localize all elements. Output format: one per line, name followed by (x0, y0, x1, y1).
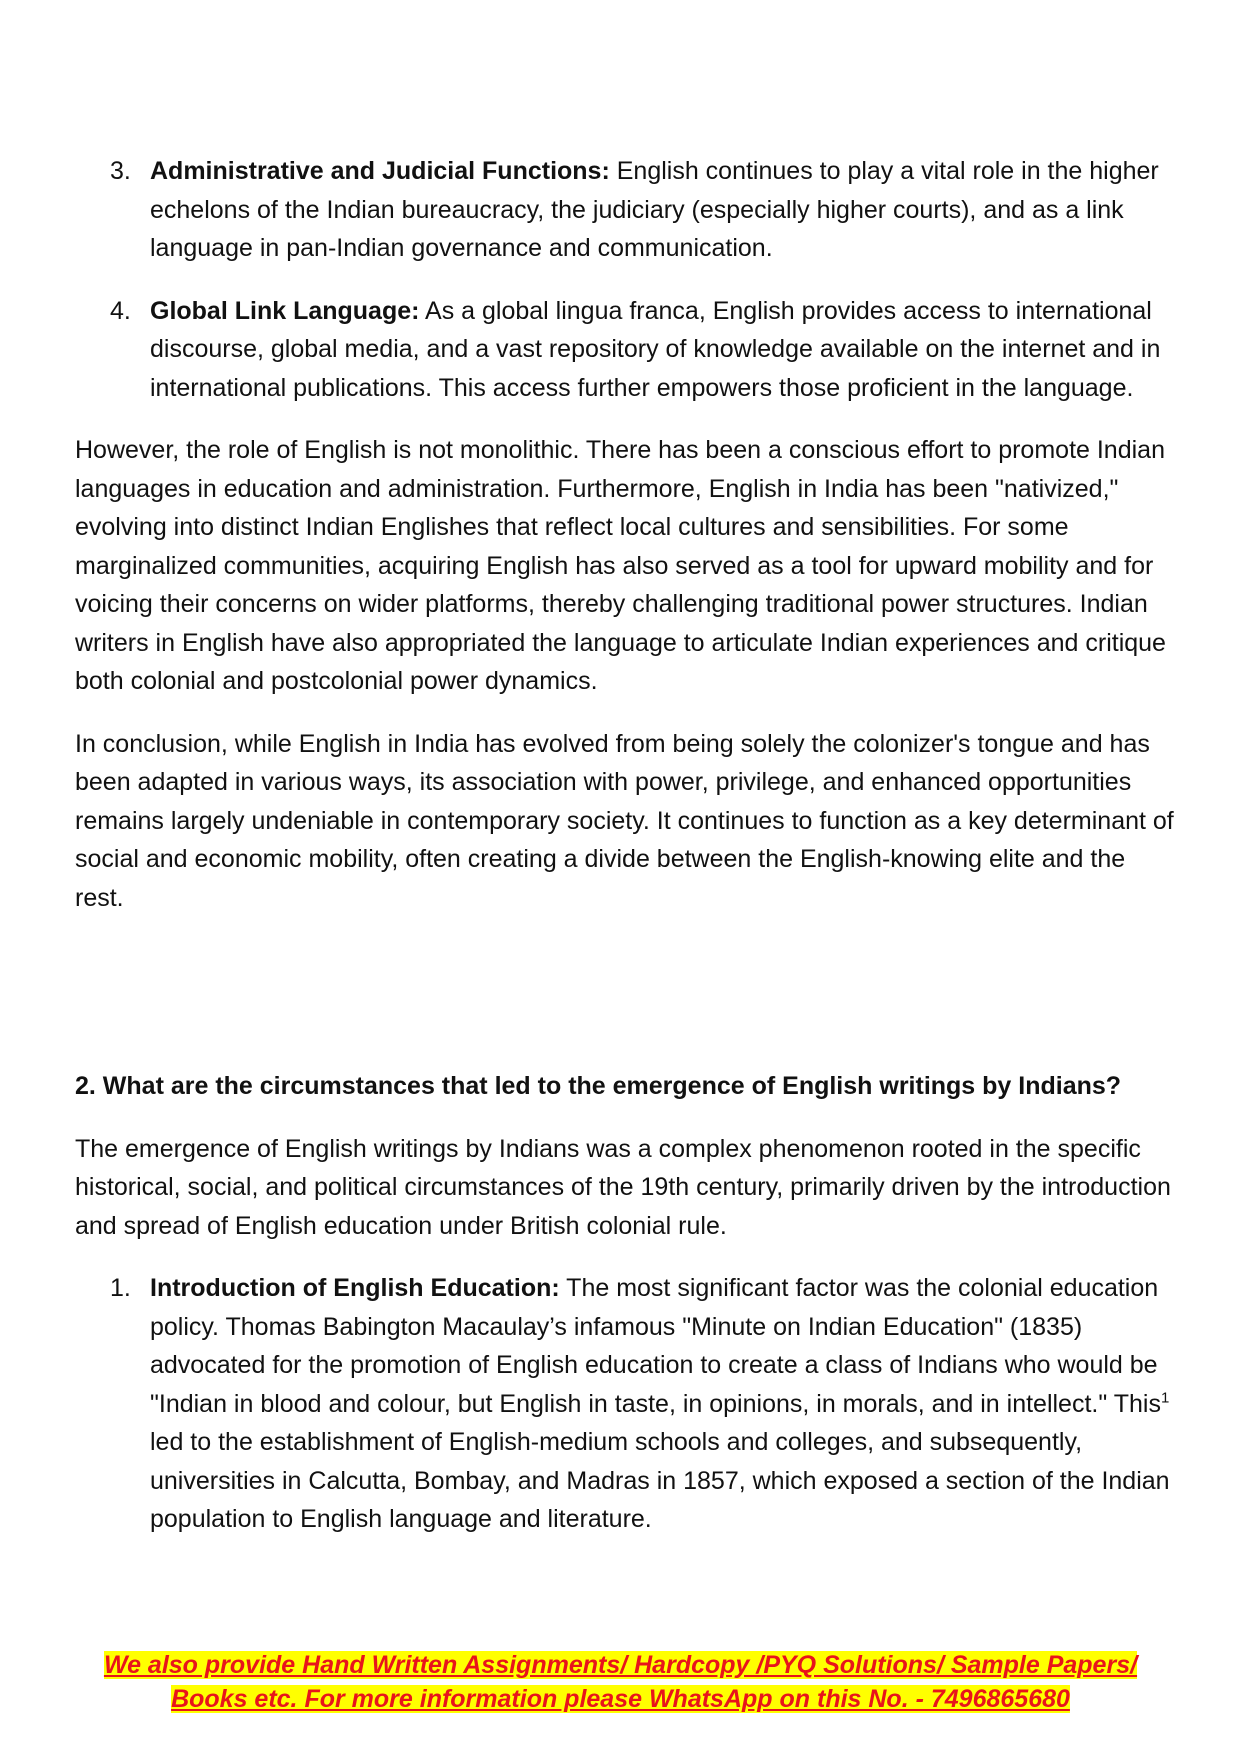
list-item-title: Introduction of English Education: (150, 1274, 560, 1302)
list-item (75, 1269, 1175, 1539)
promo-line-2: Books etc. For more information please WhatsApp on this No. - 7496865680 (171, 1685, 1070, 1713)
list-item (75, 292, 1175, 408)
list-number: 1. (110, 1274, 131, 1302)
promo-line-1: We also provide Hand Written Assignments/ Hardcopy /PYQ Solutions/ Sample Papers/ (103, 1651, 1138, 1679)
list-item-text: As a global lingua franca, English provides access to international discourse, global media, and a vast repository of knowledge available on the internet and in international publications. This access further empowers those proficient in the language. (150, 296, 1161, 402)
list-item-text: The most significant factor was the colonial education policy. Thomas Babington Macaulay’s infamous "Minute on Indian Education" (1835) advocated for the promotion of English education to create a class of Indians who would be "Indian in blood and colour, but English in taste, in opinions, in morals, and in intellect." This (150, 1274, 1161, 1418)
numbered-list-roles (75, 152, 1175, 407)
list-item-title: Administrative and Judicial Functions: (150, 157, 610, 185)
promo-footer (0, 1648, 1241, 1716)
footnote-marker[interactable]: 1 (1160, 1389, 1170, 1407)
paragraph-emergence: The emergence of English writings by Indians was a complex phenomenon rooted in the specific historical, social, and political circumstances of the 19th century, primarily driven by the introduction and spread of English education under British colonial rule. (75, 1134, 1171, 1240)
list-item-title: Global Link Language: (150, 296, 420, 325)
list-item-text: led to the establishment of English-medium schools and colleges, and subsequently, universities in Calcutta, Bombay, and Madras in 1857, which exposed a section of the Indian population to English language and literature. (150, 1428, 1170, 1533)
list-number: 3. (110, 157, 131, 185)
list-item (75, 152, 1175, 268)
document-body (75, 152, 1175, 1563)
list-number: 4. (110, 296, 131, 325)
numbered-list-circumstances (75, 1269, 1175, 1539)
paragraph-however: However, the role of English is not monolithic. There has been a conscious effort to promote Indian languages in education and administration. Furthermore, English in India has been "nativized," evolving into distinct Indian Englishes that reflect local cultures and sensibilities. For some marginalized communities, acquiring English has also served as a tool for upward mobility and for voicing their concerns on wider platforms, thereby challenging traditional power structures. Indian writers in English have also appropriated the language to articulate Indian experiences and critique both colonial and postcolonial power dynamics. (75, 436, 1166, 695)
question-heading: 2. What are the circumstances that led to the emergence of English writings by Indians? (75, 1072, 1122, 1100)
paragraph-conclusion: In conclusion, while English in India has evolved from being solely the colonizer's tongue and has been adapted in various ways, its association with power, privilege, and enhanced opportunities remains largely undeniable in contemporary society. It continues to function as a key determinant of social and economic mobility, often creating a divide between the English-knowing elite and the rest. (75, 729, 1174, 912)
list-item-text: English continues to play a vital role in the higher echelons of the Indian bureaucracy, the judiciary (especially higher courts), and as a link language in pan-Indian governance and communication. (150, 157, 1159, 262)
